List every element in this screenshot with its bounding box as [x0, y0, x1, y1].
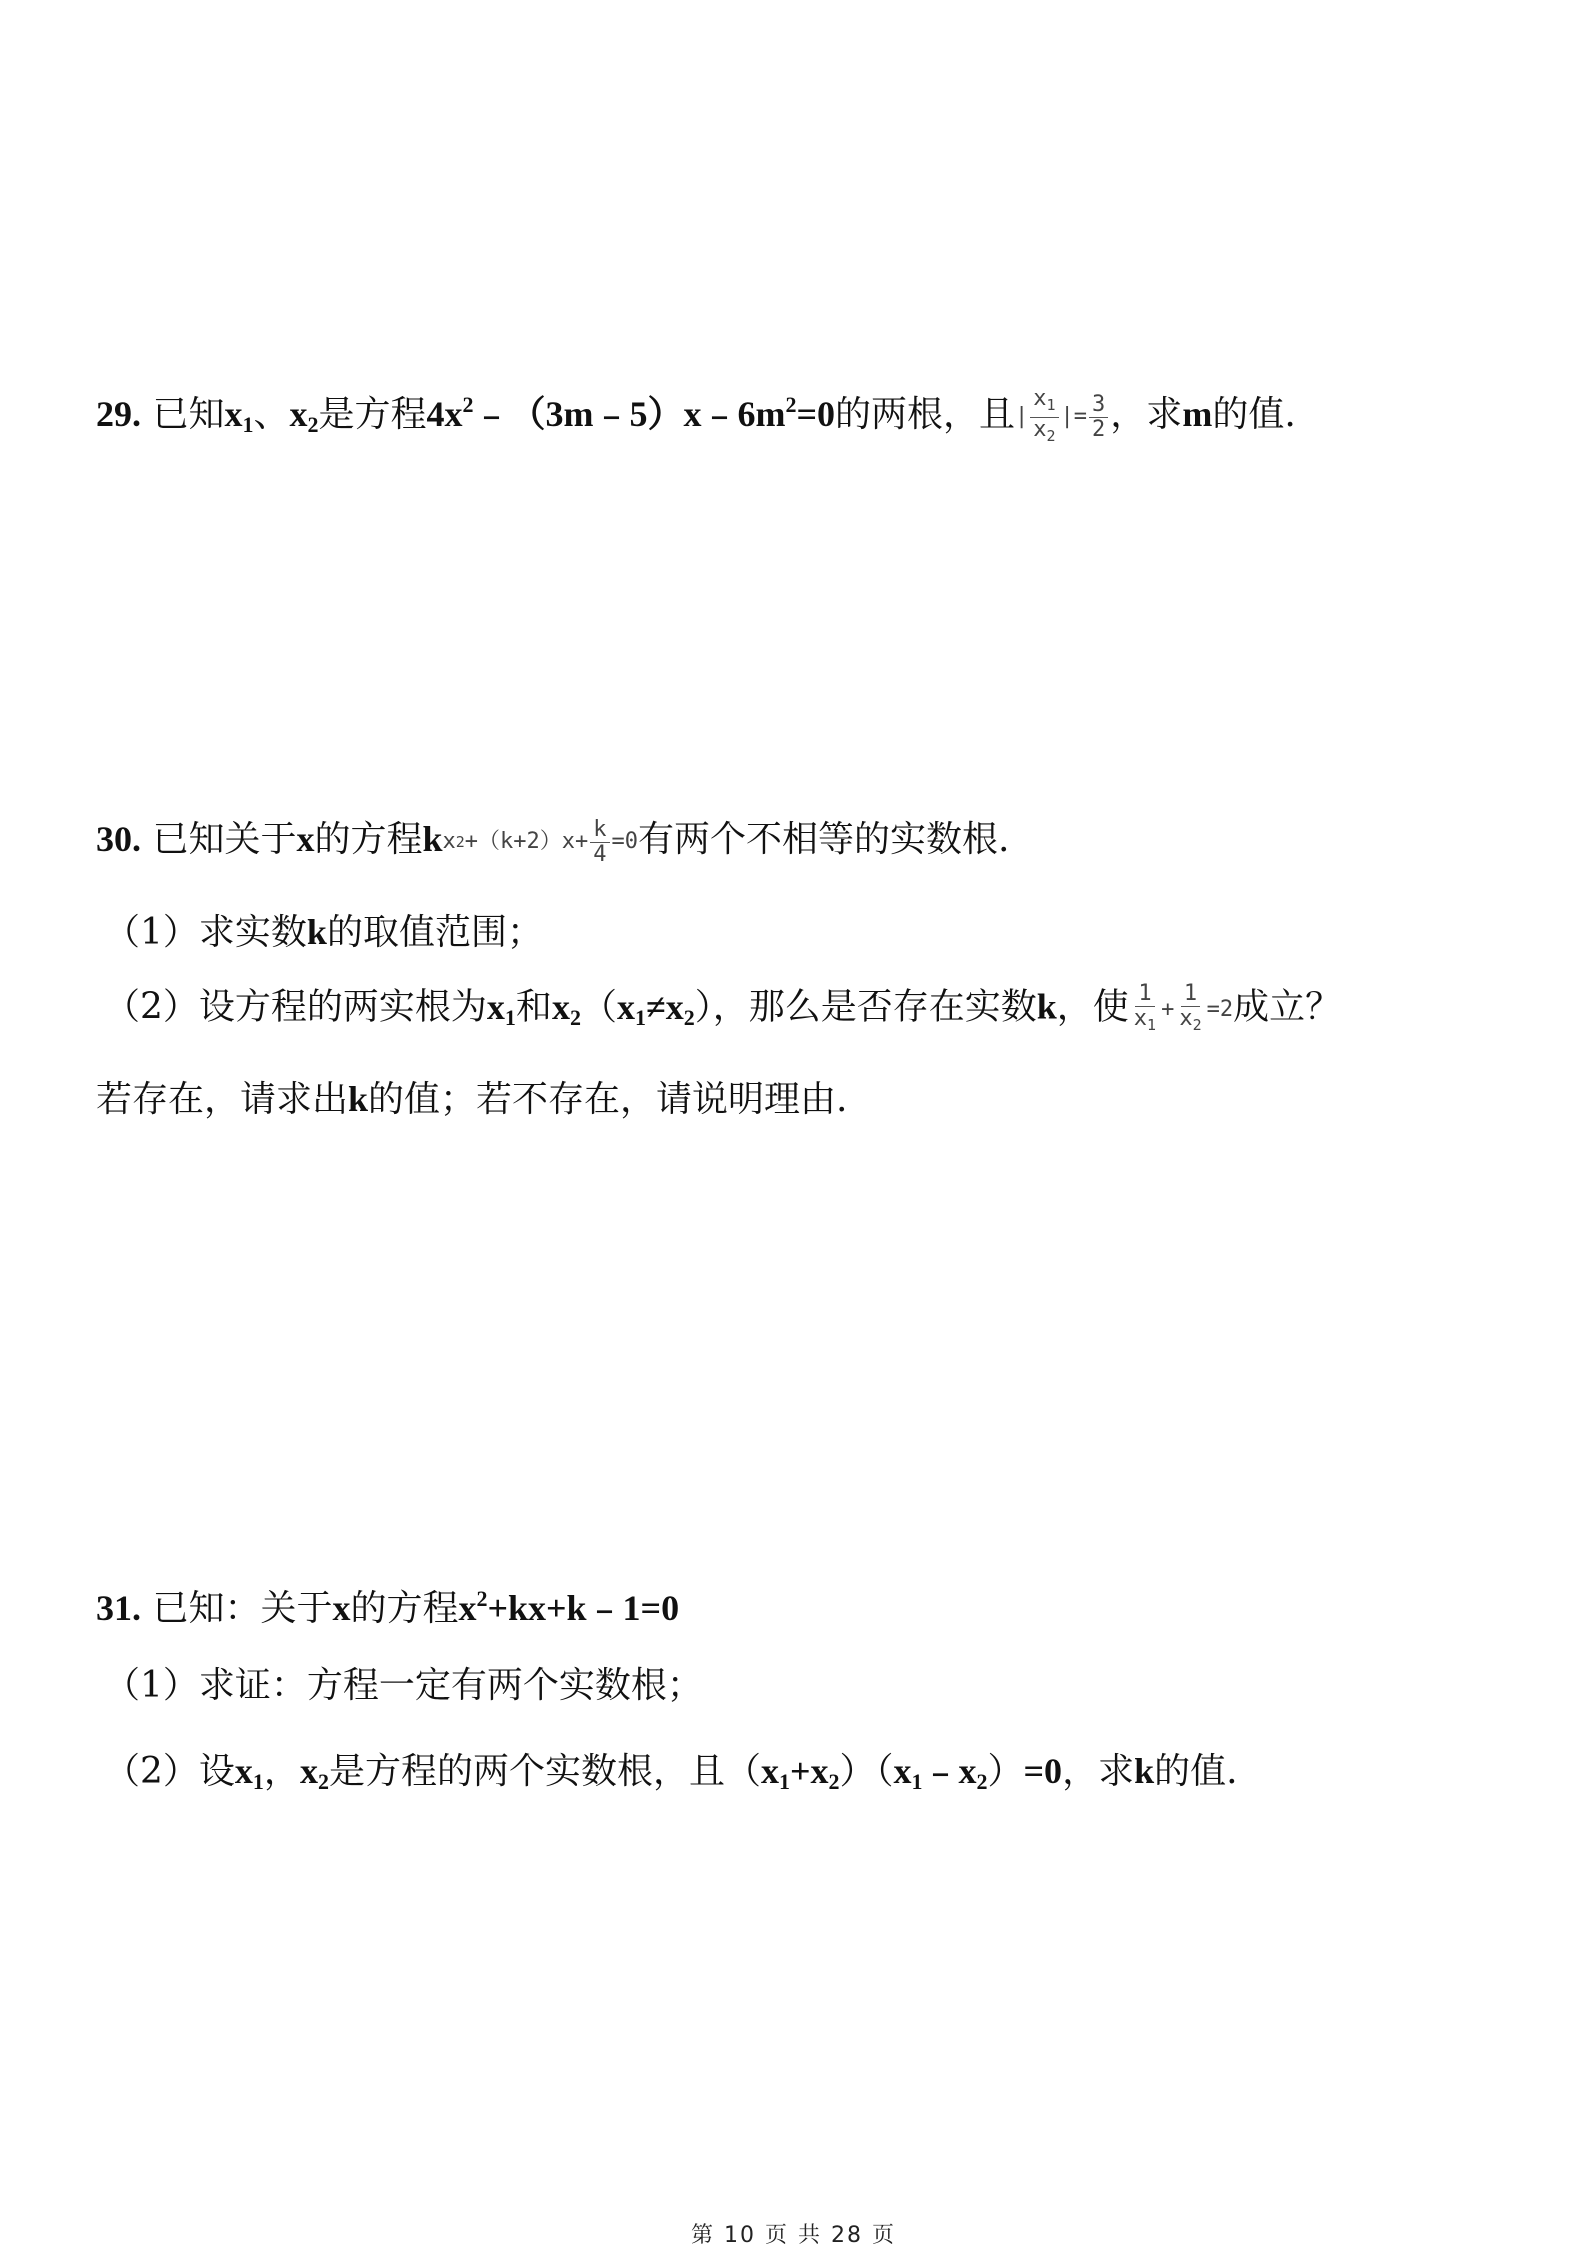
text: 和 [515, 986, 552, 1028]
text: 的取值范围； [326, 912, 543, 953]
text: 求实数 [198, 912, 307, 953]
text: ， [263, 1751, 300, 1792]
fraction: $\frac{k}{4}$ [590, 818, 609, 867]
text: 的值. [1154, 1751, 1238, 1792]
question-number: 30 [96, 819, 132, 859]
text: ，求 [1110, 394, 1183, 435]
var-x: x [332, 1588, 351, 1628]
quadratic-formula: x 2 +（k+2）x+ $\frac{k}{4}$ =0 [442, 816, 639, 867]
text: 已知：关于 [152, 1588, 333, 1629]
equation: $x^2+kx+k﹣1=0$ [458, 1586, 680, 1628]
question-31-part-2 [104, 1747, 1238, 1806]
fraction: $\frac{1}{x_1}$ [1133, 981, 1157, 1034]
separator: 、 [253, 394, 290, 435]
text: 成立？ [1233, 986, 1342, 1028]
question-30-part-1 [104, 908, 543, 957]
text: 设方程的两实根为 [198, 986, 487, 1028]
question-30-part-2-continued [96, 1075, 848, 1124]
part-label: （2） [104, 986, 199, 1028]
text: ，求 [1062, 1751, 1135, 1792]
var-x1: $x_1$ [224, 394, 254, 437]
var-m: m [1182, 394, 1213, 434]
question-29 [96, 381, 1296, 449]
text: 是方程 [318, 394, 427, 435]
var-x2: $x_2$ [551, 986, 581, 1030]
part-label: （2） [104, 1751, 199, 1792]
fraction: $\frac{x_1}{x_2}$ [1030, 387, 1058, 448]
question-dot: . [132, 1588, 141, 1628]
question-30 [96, 815, 1009, 867]
text: 的方程 [350, 1588, 459, 1629]
condition: $(x_1\ne x_2)$ [580, 986, 713, 1030]
text: ，那么是否存在实数 [712, 986, 1037, 1028]
question-number: 29 [96, 394, 132, 434]
question-31 [96, 1575, 679, 1633]
text: 若存在，请求出 [96, 1079, 349, 1120]
page-footer: 第 10 页 共 28 页 [691, 2223, 896, 2248]
question-30-part-2 [104, 982, 1341, 1042]
var-x2: $x_2$ [289, 394, 319, 437]
text: 已知 [152, 394, 225, 435]
question-31-part-1 [104, 1662, 703, 1710]
var-x1: $x_1$ [486, 986, 516, 1030]
text: 设 [198, 1751, 235, 1792]
var-k: k [422, 819, 443, 859]
part-label: （1） [104, 1665, 199, 1706]
text: 已知关于 [152, 819, 297, 860]
fraction: $\frac{1}{x_2}$ [1179, 981, 1202, 1034]
question-dot: . [132, 394, 141, 434]
text: 的值. [1212, 394, 1296, 435]
var-k: k [348, 1079, 369, 1119]
abs-ratio-formula: | $\frac{x_1}{x_2}$ |= $\frac{3}{2}$ [1015, 387, 1110, 448]
var-k: k [1134, 1751, 1155, 1791]
var-k: k [1036, 986, 1057, 1027]
reciprocal-sum-formula: $\frac{1}{x_1}$ + $\frac{1}{x_2}$ =2 [1129, 982, 1233, 1037]
var-x2: $x_2$ [299, 1751, 329, 1794]
part-label: （1） [104, 912, 199, 953]
var-k: k [306, 912, 327, 952]
var-x1: $x_1$ [234, 1751, 264, 1794]
text: 有两个不相等的实数根. [638, 819, 1010, 860]
question-dot: . [132, 819, 141, 859]
text: 的值；若不存在，请说明理由. [368, 1079, 848, 1120]
text: 的方程 [314, 819, 423, 860]
text: 的两根，且 [835, 394, 1016, 435]
var-x: x [296, 819, 315, 859]
equation: $4x^2﹣(3m﹣5)x﹣6m^2=0$ [426, 392, 835, 434]
text: 求证：方程一定有两个实数根； [198, 1665, 703, 1706]
question-number: 31 [96, 1588, 132, 1628]
text: ，使 [1056, 986, 1129, 1028]
product-condition: $(x_1+x_2)(x_1﹣x_2)=0$ [724, 1751, 1063, 1794]
text: 是方程的两个实数根，且 [328, 1751, 725, 1792]
fraction: $\frac{3}{2}$ [1089, 393, 1108, 442]
